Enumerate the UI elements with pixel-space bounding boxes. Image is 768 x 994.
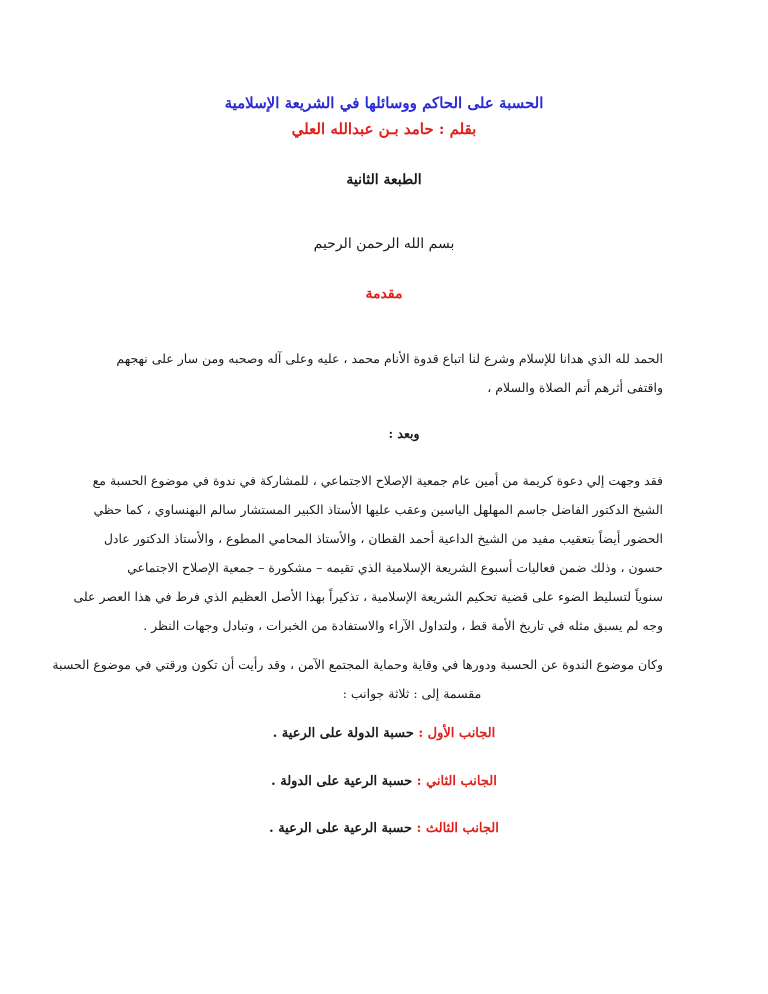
paragraph-line: حسون ، وذلك ضمن فعاليات أسبوع الشريعة الإسلامية الذي تقيمه – مشكورة – جمعية الإصلاح الاجتماعي (127, 560, 663, 575)
edition-label: الطبعة الثانية (346, 172, 422, 188)
paragraph-line: وجه لم يسبق مثله في تاريخ الأمة قط ، ولتداول الآراء والاستفادة من الخبرات ، وتبادل وجهات النظر . (143, 618, 663, 633)
paragraph-line: الحمد لله الذي هدانا للإسلام وشرع لنا اتباع قدوة الأنام محمد ، عليه وعلى آله وصحبه ومن سار على نهجهم (116, 351, 663, 366)
aspect-third (0, 821, 768, 836)
aspect-first (0, 726, 768, 741)
aspect-text: حسبة الرعية على الرعية . (269, 821, 417, 836)
paragraph-line: الحضور أيضاً بتعقيب مفيد من الشيخ الداعية أحمد القطان ، والأستاذ المحامي المطوع ، والأستاذ الدكتور عادل (103, 531, 663, 546)
paragraph-line: الشيخ الدكتور الفاضل جاسم المهلهل الياسين وعقب عليها الأستاذ الكبير المستشار سالم البهنساوي ، كما حظي (93, 502, 663, 517)
document-title: الحسبة على الحاكم ووسائلها في الشريعة الإسلامية (224, 94, 544, 112)
paragraph-line: وكان موضوع الندوة عن الحسبة ودورها في وقاية وحماية المجتمع الآمن ، وقد رأيت أن تكون ورقتي في موضوع الحسبة (52, 657, 663, 672)
paragraph-line: مقسمة إلى : ثلاثة جوانب : (342, 686, 482, 701)
aspect-text: حسبة الرعية على الدولة . (271, 774, 417, 789)
paragraph-line: سنوياً لتسليط الضوء على قضية تحكيم الشريعة الإسلامية ، تذكيراً بهذا الأصل العظيم الذي فرط في هذا العصر على (73, 589, 663, 604)
paragraph-praise (101, 344, 663, 402)
paragraph-invitation (73, 466, 663, 640)
aspect-second (0, 774, 768, 789)
aspect-label: الجانب الأول : (418, 726, 496, 741)
after-word: وبعد : (388, 426, 420, 441)
paragraph-line: فقد وجهت إلي دعوة كريمة من أمين عام جمعية الإصلاح الاجتماعي ، للمشاركة في ندوة في موضوع الحسبة مع (92, 473, 663, 488)
basmala: بسم الله الرحمن الرحيم (313, 236, 455, 252)
author-line: بقلم : حامد بـن عبدالله العلي (291, 120, 477, 138)
paragraph-line: واقتفى أثرهم أتم الصلاة والسلام ، (487, 380, 663, 395)
paragraph-topic (52, 650, 663, 708)
aspect-label: الجانب الثالث : (416, 821, 499, 836)
introduction-heading: مقدمة (365, 286, 403, 302)
aspect-label: الجانب الثاني : (416, 774, 497, 789)
aspect-text: حسبة الدولة على الرعية . (272, 726, 419, 741)
